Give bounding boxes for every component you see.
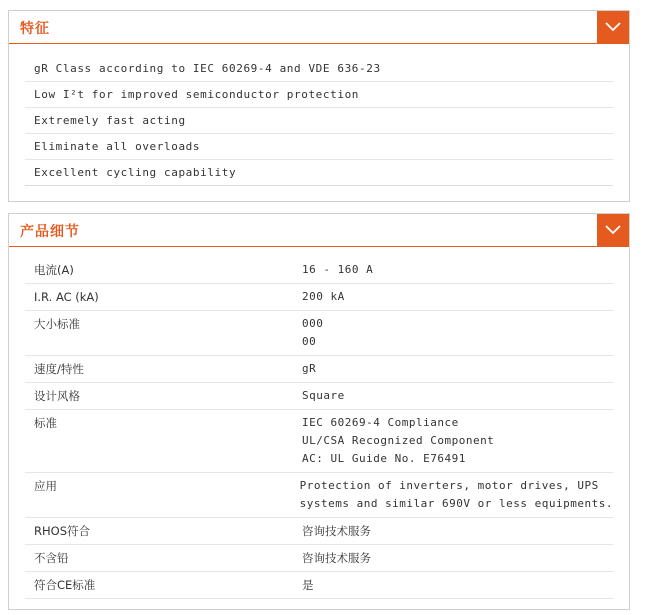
- spec-value: 咨询技术服务: [302, 551, 371, 565]
- spec-row: [25, 545, 613, 572]
- feature-item: Extremely fast acting: [25, 108, 613, 134]
- spec-key: 符合CE标准: [34, 578, 96, 592]
- spec-value: 00: [302, 335, 317, 348]
- spec-row: [25, 356, 613, 383]
- spec-row: [25, 284, 613, 311]
- spec-value: Square: [302, 389, 345, 402]
- spec-row: [25, 473, 613, 518]
- chevron-down-icon: [605, 225, 621, 235]
- spec-values: [302, 356, 316, 382]
- spec-row: [25, 572, 613, 599]
- details-panel-title: 产品细节: [20, 224, 80, 240]
- spec-row: [25, 311, 613, 356]
- spec-value: 是: [302, 578, 314, 592]
- spec-values: [302, 311, 323, 355]
- spec-values: [302, 383, 345, 409]
- spec-values: [302, 572, 314, 598]
- features-list: [9, 44, 629, 202]
- spec-value: IEC 60269-4 Compliance: [302, 416, 459, 429]
- spec-value: UL/CSA Recognized Component: [302, 434, 495, 447]
- details-collapse-toggle[interactable]: [597, 214, 629, 246]
- details-panel: [8, 213, 630, 610]
- spec-value: Protection of inverters, motor drives, UPS: [299, 479, 599, 492]
- spec-values: [302, 518, 371, 544]
- details-table: [9, 247, 629, 615]
- spec-value: 200 kA: [302, 290, 345, 303]
- spec-key: 电流(A): [34, 263, 74, 277]
- spec-key: 应用: [34, 479, 57, 493]
- spec-key: I.R. AC (kA): [34, 290, 99, 304]
- chevron-down-icon: [605, 22, 621, 32]
- spec-value: systems and similar 690V or less equipments.: [299, 497, 613, 510]
- spec-value: AC: UL Guide No. E76491: [302, 452, 466, 465]
- spec-row: [25, 383, 613, 410]
- spec-row: [25, 518, 613, 545]
- features-panel-title: 特征: [20, 21, 50, 37]
- spec-values: [300, 473, 613, 517]
- features-collapse-toggle[interactable]: [597, 11, 629, 43]
- features-panel-header: [9, 11, 629, 44]
- spec-key: 不含铅: [34, 551, 69, 565]
- spec-values: [302, 257, 373, 283]
- spec-key: 设计风格: [34, 389, 80, 403]
- spec-value: 16 - 160 A: [302, 263, 374, 276]
- spec-values: [302, 545, 371, 571]
- feature-item: Excellent cycling capability: [25, 160, 613, 186]
- spec-key: 标准: [34, 416, 57, 430]
- spec-key: 速度/特性: [34, 362, 84, 376]
- spec-key: 大小标准: [34, 317, 80, 331]
- feature-item: Low I²t for improved semiconductor protection: [25, 82, 613, 108]
- spec-value: 咨询技术服务: [302, 524, 371, 538]
- feature-item: gR Class according to IEC 60269-4 and VDE 636-23: [25, 56, 613, 82]
- feature-item: Eliminate all overloads: [25, 134, 613, 160]
- spec-row: [25, 257, 613, 284]
- spec-key: RHOS符合: [34, 524, 90, 538]
- spec-row: [25, 410, 613, 473]
- spec-value: gR: [302, 362, 317, 375]
- spec-values: [302, 410, 494, 472]
- spec-values: [302, 284, 345, 310]
- details-panel-header: [9, 214, 629, 247]
- features-panel: [8, 10, 630, 202]
- spec-value: 000: [302, 317, 324, 330]
